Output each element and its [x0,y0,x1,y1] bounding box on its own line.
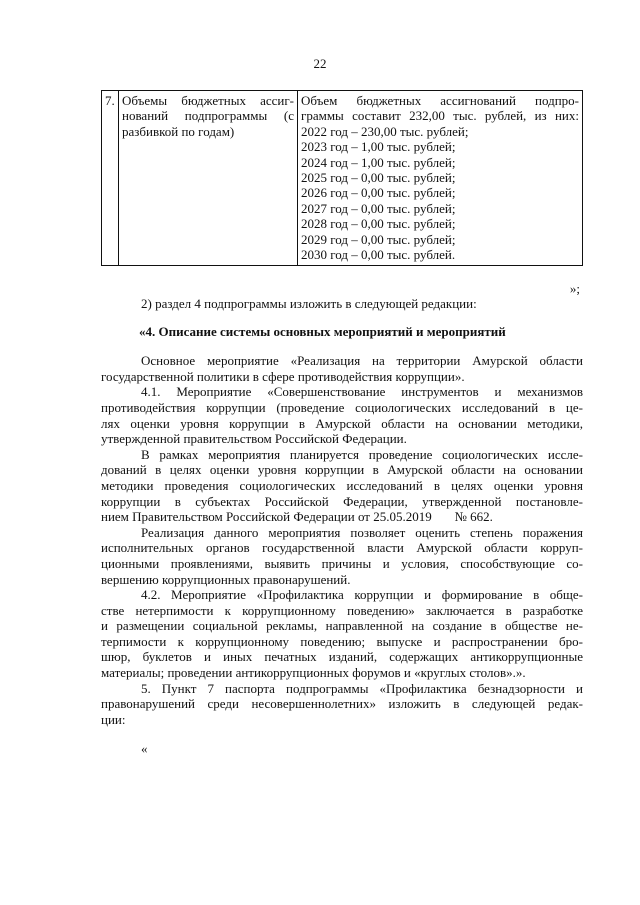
paragraph-research [101,447,583,525]
row-number: 7. [102,91,119,266]
text-line: утвержденной правительством Российской Федерации. [101,431,407,447]
body-text [101,296,583,757]
text-line: лях оценки уровня коррупции в Амурской области на основании методики, [101,415,583,431]
paragraph-main-event [101,353,583,384]
paragraph-implementation [101,525,583,587]
text-line: ции: [101,711,126,727]
text-line: В рамках мероприятия планируется проведение социологических иссле- [141,446,583,462]
row-value-line: 2030 год – 0,00 тыс. рублей. [301,247,456,263]
text-line: Реализация данного мероприятия позволяет оценить степень поражения [141,524,583,540]
text-line: государственной политики в сфере противодействия коррупции». [101,368,465,384]
text-line: шюр, буклетов и иных печатных изданий, содержащих антикоррупционные [101,649,583,665]
text-line: и размещении социальной рекламы, направленной на создание в обществе не- [101,618,583,634]
row-value-line: граммы составит 232,00 тыс. рублей, из них: [301,108,579,124]
row-name-cell [119,91,298,266]
text-line: материалы; проведении антикоррупционных форумов и «круглых столов».». [101,665,526,681]
text-line: ционными проявлениями, выявить причины и условия, способствующие со- [101,555,583,571]
row-value-line: 2029 год – 0,00 тыс. рублей; [301,231,456,247]
row-value-line: 2026 год – 0,00 тыс. рублей; [301,185,456,201]
text-line: терпимости к коррупционному поведению; выпуске и распространении бро- [101,633,583,649]
text-line: 5. Пункт 7 паспорта подпрограммы «Профилактика безнадзорности и [141,680,583,696]
row-name-line: Объемы бюджетных ассиг- [122,93,294,108]
row-name-line: разбивкой по годам) [122,123,235,139]
text-line: вершению коррупционных правонарушений. [101,571,351,587]
text-line: 2) раздел 4 подпрограммы изложить в следующей редакции: [141,296,477,311]
row-value-line: 2022 год – 230,00 тыс. рублей; [301,123,469,139]
row-value-line: 2023 год – 1,00 тыс. рублей; [301,139,456,155]
text-line: методики проведения социологических исследований в целях оценки уровня [101,477,583,493]
paragraph-4-1 [101,384,583,446]
page-number: 22 [313,56,327,71]
text-line: коррупции в субъектах Российской Федерации, утвержденной постановле- [101,493,583,509]
closing-quote-mark: »; [569,281,580,296]
table-row [102,91,583,266]
row-value-line: 2024 год – 1,00 тыс. рублей; [301,154,456,170]
section-heading: «4. Описание системы основных мероприятий и мероприятий [139,323,506,339]
text-line: стве нетерпимости к коррупционному поведению» заключается в разработке [101,602,583,618]
passport-table [101,90,583,266]
text-line: противодействия коррупции (проведение социологических исследований в це- [101,399,583,415]
row-name-line: нований подпрограммы (с [122,108,294,124]
row-value-line: Объем бюджетных ассигнований подпро- [301,93,579,108]
row-value-line: 2025 год – 0,00 тыс. рублей; [301,170,456,186]
row-value-cell [298,91,583,266]
row-value-line: 2027 год – 0,00 тыс. рублей; [301,200,456,216]
text-line: исполнительных органов государственной власти Амурской области корруп- [101,540,583,556]
text-line: 4.2. Мероприятие «Профилактика коррупции и формирование в обще- [141,587,583,603]
text-line: нием Правительством Российской Федерации от 25.05.2019 № 662. [101,509,493,525]
text-line: 4.1. Мероприятие «Совершенствование инструментов и механизмов [141,384,583,400]
paragraph-4-2 [101,587,583,681]
text-line: Основное мероприятие «Реализация на территории Амурской области [141,353,583,369]
text-line: дований в целях оценки уровня коррупции в Амурской области на основании [101,462,583,478]
text-line: правонарушений среди несовершеннолетних» изложить в следующей редак- [101,696,583,712]
row-value-line: 2028 год – 0,00 тыс. рублей; [301,216,456,232]
paragraph-item-5 [101,681,583,728]
item-2-paragraph [101,296,583,312]
opening-quote-mark: « [141,741,148,757]
